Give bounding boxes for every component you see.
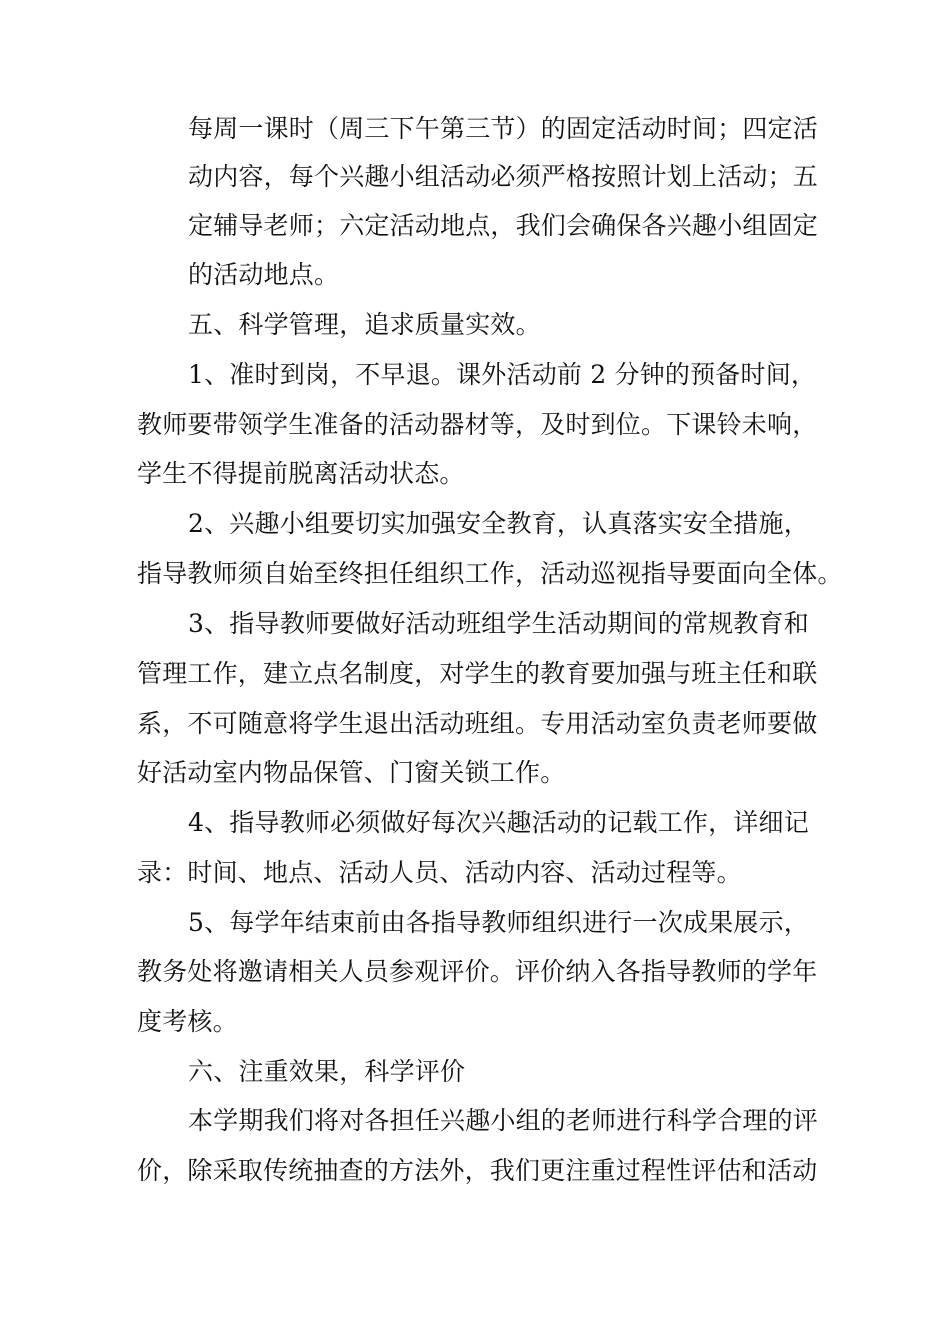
text-line: 5、每学年结束前由各指导教师组织进行一次成果展示， [188,908,809,937]
text-line: 教师要带领学生准备的活动器材等，及时到位。下课铃未响， [137,410,818,439]
text-line: 好活动室内物品保管、门窗关锁工作。 [137,758,566,787]
text-line: 每周一课时（周三下午第三节）的固定活动时间；四定活 [188,114,819,143]
text-line: 的活动地点。 [188,260,340,289]
section-heading: 六、注重效果，科学评价 [188,1057,466,1086]
text-line: 动内容，每个兴趣小组活动必须严格按照计划上活动；五 [188,162,819,191]
text-line: 4、指导教师必须做好每次兴趣活动的记载工作，详细记 [188,808,809,837]
text-line: 系，不可随意将学生退出活动班组。专用活动室负责老师要做 [137,709,818,738]
text-line: 教务处将邀请相关人员参观评价。评价纳入各指导教师的学年 [137,957,818,986]
text-line: 本学期我们将对各担任兴趣小组的老师进行科学合理的评 [188,1106,819,1135]
text-line: 管理工作，建立点名制度，对学生的教育要加强与班主任和联 [137,659,818,688]
text-line: 录：时间、地点、活动人员、活动内容、活动过程等。 [137,858,742,887]
text-line: 学生不得提前脱离活动状态。 [137,459,465,488]
text-line: 2、兴趣小组要切实加强安全教育，认真落实安全措施， [188,509,809,538]
text-line: 1、准时到岗，不早退。课外活动前 2 分钟的预备时间， [188,360,817,389]
section-heading: 五、科学管理，追求质量实效。 [188,310,541,339]
text-line: 价，除采取传统抽查的方法外，我们更注重过程性评估和活动 [137,1156,818,1185]
text-line: 3、指导教师要做好活动班组学生活动期间的常规教育和 [188,609,809,638]
text-line: 度考核。 [137,1007,238,1036]
text-line: 指导教师须自始至终担任组织工作，活动巡视指导要面向全体。 [137,559,843,588]
text-line: 定辅导老师；六定活动地点，我们会确保各兴趣小组固定 [188,211,819,240]
